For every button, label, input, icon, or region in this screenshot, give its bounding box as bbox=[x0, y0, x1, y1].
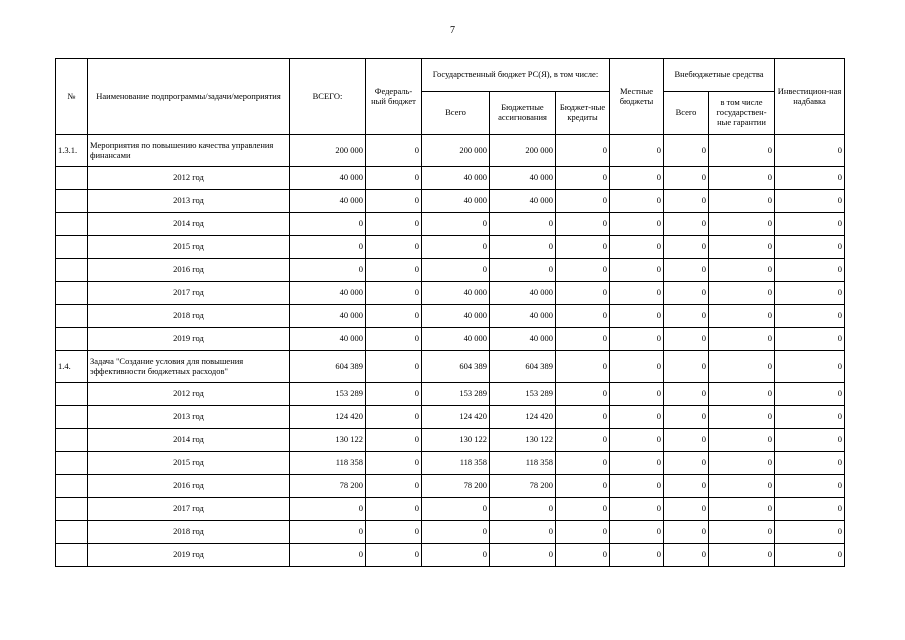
cell-state-total: 0 bbox=[422, 213, 490, 236]
cell-state-assign: 118 358 bbox=[490, 452, 556, 475]
cell-state-credits: 0 bbox=[556, 383, 610, 406]
cell-no bbox=[56, 452, 88, 475]
cell-federal: 0 bbox=[366, 135, 422, 167]
cell-state-assign: 40 000 bbox=[490, 282, 556, 305]
cell-extra-guarantee: 0 bbox=[709, 167, 775, 190]
cell-extra-guarantee: 0 bbox=[709, 135, 775, 167]
cell-no bbox=[56, 383, 88, 406]
cell-state-credits: 0 bbox=[556, 544, 610, 567]
cell-invest: 0 bbox=[775, 213, 845, 236]
cell-name: 2017 год bbox=[88, 282, 290, 305]
cell-total: 0 bbox=[290, 498, 366, 521]
cell-state-total: 0 bbox=[422, 498, 490, 521]
cell-state-total: 118 358 bbox=[422, 452, 490, 475]
table-row bbox=[56, 429, 845, 452]
cell-local: 0 bbox=[610, 282, 664, 305]
cell-federal: 0 bbox=[366, 351, 422, 383]
cell-local: 0 bbox=[610, 213, 664, 236]
cell-extra-guarantee: 0 bbox=[709, 305, 775, 328]
cell-state-assign: 200 000 bbox=[490, 135, 556, 167]
table-row bbox=[56, 521, 845, 544]
cell-total: 40 000 bbox=[290, 328, 366, 351]
cell-invest: 0 bbox=[775, 259, 845, 282]
cell-invest: 0 bbox=[775, 452, 845, 475]
cell-total: 78 200 bbox=[290, 475, 366, 498]
cell-extra-guarantee: 0 bbox=[709, 383, 775, 406]
cell-state-credits: 0 bbox=[556, 282, 610, 305]
table-row bbox=[56, 383, 845, 406]
table-row bbox=[56, 351, 845, 383]
cell-state-credits: 0 bbox=[556, 167, 610, 190]
cell-local: 0 bbox=[610, 383, 664, 406]
cell-invest: 0 bbox=[775, 328, 845, 351]
cell-local: 0 bbox=[610, 452, 664, 475]
cell-local: 0 bbox=[610, 521, 664, 544]
cell-state-assign: 0 bbox=[490, 521, 556, 544]
cell-extra-total: 0 bbox=[664, 167, 709, 190]
cell-total: 153 289 bbox=[290, 383, 366, 406]
cell-invest: 0 bbox=[775, 351, 845, 383]
cell-federal: 0 bbox=[366, 475, 422, 498]
cell-invest: 0 bbox=[775, 190, 845, 213]
cell-state-total: 0 bbox=[422, 259, 490, 282]
cell-name: 2018 год bbox=[88, 305, 290, 328]
cell-federal: 0 bbox=[366, 383, 422, 406]
cell-extra-total: 0 bbox=[664, 406, 709, 429]
cell-extra-guarantee: 0 bbox=[709, 213, 775, 236]
cell-extra-guarantee: 0 bbox=[709, 429, 775, 452]
cell-state-total: 130 122 bbox=[422, 429, 490, 452]
cell-name: 2016 год bbox=[88, 475, 290, 498]
cell-total: 604 389 bbox=[290, 351, 366, 383]
cell-state-total: 40 000 bbox=[422, 328, 490, 351]
cell-no bbox=[56, 305, 88, 328]
cell-extra-total: 0 bbox=[664, 351, 709, 383]
cell-extra-guarantee: 0 bbox=[709, 498, 775, 521]
cell-no bbox=[56, 213, 88, 236]
cell-invest: 0 bbox=[775, 135, 845, 167]
header-extra-total: Всего bbox=[664, 92, 709, 135]
cell-invest: 0 bbox=[775, 544, 845, 567]
cell-name: 2014 год bbox=[88, 213, 290, 236]
cell-local: 0 bbox=[610, 475, 664, 498]
cell-federal: 0 bbox=[366, 544, 422, 567]
table-row bbox=[56, 305, 845, 328]
cell-total: 0 bbox=[290, 236, 366, 259]
cell-total: 0 bbox=[290, 521, 366, 544]
table-row bbox=[56, 259, 845, 282]
cell-total: 130 122 bbox=[290, 429, 366, 452]
header-state-budget: Государственный бюджет РС(Я), в том числе: bbox=[422, 59, 610, 92]
cell-no bbox=[56, 498, 88, 521]
cell-local: 0 bbox=[610, 544, 664, 567]
cell-extra-total: 0 bbox=[664, 213, 709, 236]
cell-state-credits: 0 bbox=[556, 429, 610, 452]
table-header bbox=[56, 59, 845, 135]
cell-extra-total: 0 bbox=[664, 282, 709, 305]
cell-state-assign: 130 122 bbox=[490, 429, 556, 452]
table-row bbox=[56, 498, 845, 521]
cell-state-credits: 0 bbox=[556, 498, 610, 521]
cell-total: 0 bbox=[290, 259, 366, 282]
cell-invest: 0 bbox=[775, 236, 845, 259]
cell-extra-guarantee: 0 bbox=[709, 259, 775, 282]
cell-extra-guarantee: 0 bbox=[709, 521, 775, 544]
cell-state-assign: 0 bbox=[490, 498, 556, 521]
cell-extra-total: 0 bbox=[664, 236, 709, 259]
cell-invest: 0 bbox=[775, 282, 845, 305]
cell-federal: 0 bbox=[366, 305, 422, 328]
cell-extra-guarantee: 0 bbox=[709, 328, 775, 351]
cell-no bbox=[56, 475, 88, 498]
cell-extra-total: 0 bbox=[664, 383, 709, 406]
cell-name: 2015 год bbox=[88, 452, 290, 475]
header-invest: Инвестицион-ная надбавка bbox=[775, 59, 845, 135]
cell-state-assign: 40 000 bbox=[490, 190, 556, 213]
header-extra-guarantee: в том числе государствен-ные гарантии bbox=[709, 92, 775, 135]
table-row bbox=[56, 282, 845, 305]
cell-name: 2012 год bbox=[88, 383, 290, 406]
cell-invest: 0 bbox=[775, 498, 845, 521]
cell-local: 0 bbox=[610, 190, 664, 213]
cell-state-assign: 153 289 bbox=[490, 383, 556, 406]
cell-extra-guarantee: 0 bbox=[709, 190, 775, 213]
cell-state-total: 40 000 bbox=[422, 282, 490, 305]
cell-state-total: 78 200 bbox=[422, 475, 490, 498]
cell-state-credits: 0 bbox=[556, 475, 610, 498]
header-extra-budget: Внебюджетные средства bbox=[664, 59, 775, 92]
cell-extra-guarantee: 0 bbox=[709, 282, 775, 305]
cell-federal: 0 bbox=[366, 498, 422, 521]
cell-name: 2013 год bbox=[88, 406, 290, 429]
cell-name: 2018 год bbox=[88, 521, 290, 544]
cell-federal: 0 bbox=[366, 429, 422, 452]
cell-state-credits: 0 bbox=[556, 328, 610, 351]
cell-no bbox=[56, 167, 88, 190]
cell-local: 0 bbox=[610, 167, 664, 190]
cell-no bbox=[56, 544, 88, 567]
cell-state-total: 40 000 bbox=[422, 305, 490, 328]
cell-total: 40 000 bbox=[290, 305, 366, 328]
cell-extra-total: 0 bbox=[664, 521, 709, 544]
header-state-assign: Бюджетные ассигнования bbox=[490, 92, 556, 135]
cell-no bbox=[56, 521, 88, 544]
cell-total: 40 000 bbox=[290, 167, 366, 190]
cell-federal: 0 bbox=[366, 213, 422, 236]
cell-state-credits: 0 bbox=[556, 213, 610, 236]
cell-no bbox=[56, 236, 88, 259]
cell-federal: 0 bbox=[366, 521, 422, 544]
table-body bbox=[56, 135, 845, 567]
cell-extra-total: 0 bbox=[664, 328, 709, 351]
cell-extra-guarantee: 0 bbox=[709, 475, 775, 498]
table-row bbox=[56, 135, 845, 167]
cell-extra-total: 0 bbox=[664, 429, 709, 452]
cell-local: 0 bbox=[610, 236, 664, 259]
cell-state-credits: 0 bbox=[556, 351, 610, 383]
cell-state-assign: 40 000 bbox=[490, 305, 556, 328]
cell-state-assign: 0 bbox=[490, 259, 556, 282]
cell-no bbox=[56, 259, 88, 282]
cell-no bbox=[56, 190, 88, 213]
cell-total: 0 bbox=[290, 213, 366, 236]
cell-state-credits: 0 bbox=[556, 521, 610, 544]
cell-extra-guarantee: 0 bbox=[709, 452, 775, 475]
cell-extra-total: 0 bbox=[664, 544, 709, 567]
cell-state-total: 40 000 bbox=[422, 167, 490, 190]
cell-state-total: 0 bbox=[422, 544, 490, 567]
table-row bbox=[56, 167, 845, 190]
cell-name: 2013 год bbox=[88, 190, 290, 213]
cell-local: 0 bbox=[610, 498, 664, 521]
cell-extra-total: 0 bbox=[664, 259, 709, 282]
header-total: ВСЕГО: bbox=[290, 59, 366, 135]
cell-state-total: 124 420 bbox=[422, 406, 490, 429]
cell-extra-guarantee: 0 bbox=[709, 351, 775, 383]
cell-local: 0 bbox=[610, 351, 664, 383]
table-row bbox=[56, 544, 845, 567]
header-state-credits: Бюджет-ные кредиты bbox=[556, 92, 610, 135]
cell-invest: 0 bbox=[775, 429, 845, 452]
cell-state-credits: 0 bbox=[556, 452, 610, 475]
header-federal: Федераль-ный бюджет bbox=[366, 59, 422, 135]
cell-extra-total: 0 bbox=[664, 135, 709, 167]
cell-extra-total: 0 bbox=[664, 452, 709, 475]
budget-table bbox=[55, 58, 845, 567]
cell-invest: 0 bbox=[775, 521, 845, 544]
cell-no bbox=[56, 406, 88, 429]
cell-state-assign: 124 420 bbox=[490, 406, 556, 429]
cell-federal: 0 bbox=[366, 328, 422, 351]
cell-name: Задача "Создание условия для повышения эффективности бюджетных расходов" bbox=[88, 351, 290, 383]
cell-local: 0 bbox=[610, 429, 664, 452]
cell-state-credits: 0 bbox=[556, 190, 610, 213]
header-state-total: Всего bbox=[422, 92, 490, 135]
page-number: 7 bbox=[450, 25, 455, 36]
cell-federal: 0 bbox=[366, 167, 422, 190]
cell-name: 2019 год bbox=[88, 328, 290, 351]
cell-federal: 0 bbox=[366, 282, 422, 305]
cell-state-assign: 0 bbox=[490, 236, 556, 259]
cell-local: 0 bbox=[610, 328, 664, 351]
cell-federal: 0 bbox=[366, 452, 422, 475]
cell-extra-total: 0 bbox=[664, 190, 709, 213]
cell-extra-guarantee: 0 bbox=[709, 544, 775, 567]
cell-state-credits: 0 bbox=[556, 259, 610, 282]
cell-name: 2014 год bbox=[88, 429, 290, 452]
cell-invest: 0 bbox=[775, 406, 845, 429]
cell-state-credits: 0 bbox=[556, 236, 610, 259]
cell-no bbox=[56, 328, 88, 351]
cell-federal: 0 bbox=[366, 406, 422, 429]
cell-total: 40 000 bbox=[290, 190, 366, 213]
cell-state-total: 153 289 bbox=[422, 383, 490, 406]
cell-invest: 0 bbox=[775, 383, 845, 406]
cell-federal: 0 bbox=[366, 190, 422, 213]
cell-state-assign: 0 bbox=[490, 544, 556, 567]
cell-no bbox=[56, 282, 88, 305]
cell-name: 2019 год bbox=[88, 544, 290, 567]
cell-total: 0 bbox=[290, 544, 366, 567]
cell-local: 0 bbox=[610, 259, 664, 282]
cell-federal: 0 bbox=[366, 259, 422, 282]
cell-state-assign: 40 000 bbox=[490, 328, 556, 351]
cell-total: 200 000 bbox=[290, 135, 366, 167]
cell-state-assign: 604 389 bbox=[490, 351, 556, 383]
cell-federal: 0 bbox=[366, 236, 422, 259]
cell-local: 0 bbox=[610, 135, 664, 167]
cell-invest: 0 bbox=[775, 167, 845, 190]
cell-state-assign: 40 000 bbox=[490, 167, 556, 190]
cell-extra-guarantee: 0 bbox=[709, 406, 775, 429]
header-no: № bbox=[56, 59, 88, 135]
cell-extra-guarantee: 0 bbox=[709, 236, 775, 259]
cell-no: 1.4. bbox=[56, 351, 88, 383]
cell-state-assign: 0 bbox=[490, 213, 556, 236]
cell-total: 124 420 bbox=[290, 406, 366, 429]
cell-state-total: 604 389 bbox=[422, 351, 490, 383]
cell-extra-total: 0 bbox=[664, 475, 709, 498]
cell-state-credits: 0 bbox=[556, 406, 610, 429]
cell-local: 0 bbox=[610, 406, 664, 429]
table-row bbox=[56, 452, 845, 475]
cell-name: 2015 год bbox=[88, 236, 290, 259]
cell-state-total: 200 000 bbox=[422, 135, 490, 167]
cell-invest: 0 bbox=[775, 475, 845, 498]
table-row bbox=[56, 328, 845, 351]
cell-extra-total: 0 bbox=[664, 305, 709, 328]
cell-total: 118 358 bbox=[290, 452, 366, 475]
table-row bbox=[56, 236, 845, 259]
header-name: Наименование подпрограммы/задачи/мероприятия bbox=[88, 59, 290, 135]
cell-total: 40 000 bbox=[290, 282, 366, 305]
cell-name: 2016 год bbox=[88, 259, 290, 282]
cell-name: Мероприятия по повышению качества управления финансами bbox=[88, 135, 290, 167]
cell-name: 2012 год bbox=[88, 167, 290, 190]
cell-state-total: 0 bbox=[422, 236, 490, 259]
cell-name: 2017 год bbox=[88, 498, 290, 521]
cell-state-credits: 0 bbox=[556, 305, 610, 328]
header-local: Местные бюджеты bbox=[610, 59, 664, 135]
cell-state-assign: 78 200 bbox=[490, 475, 556, 498]
table-row bbox=[56, 190, 845, 213]
cell-local: 0 bbox=[610, 305, 664, 328]
table-row bbox=[56, 406, 845, 429]
cell-no: 1.3.1. bbox=[56, 135, 88, 167]
table-row bbox=[56, 475, 845, 498]
cell-no bbox=[56, 429, 88, 452]
cell-state-total: 0 bbox=[422, 521, 490, 544]
cell-state-total: 40 000 bbox=[422, 190, 490, 213]
table-row bbox=[56, 213, 845, 236]
cell-extra-total: 0 bbox=[664, 498, 709, 521]
cell-state-credits: 0 bbox=[556, 135, 610, 167]
cell-invest: 0 bbox=[775, 305, 845, 328]
